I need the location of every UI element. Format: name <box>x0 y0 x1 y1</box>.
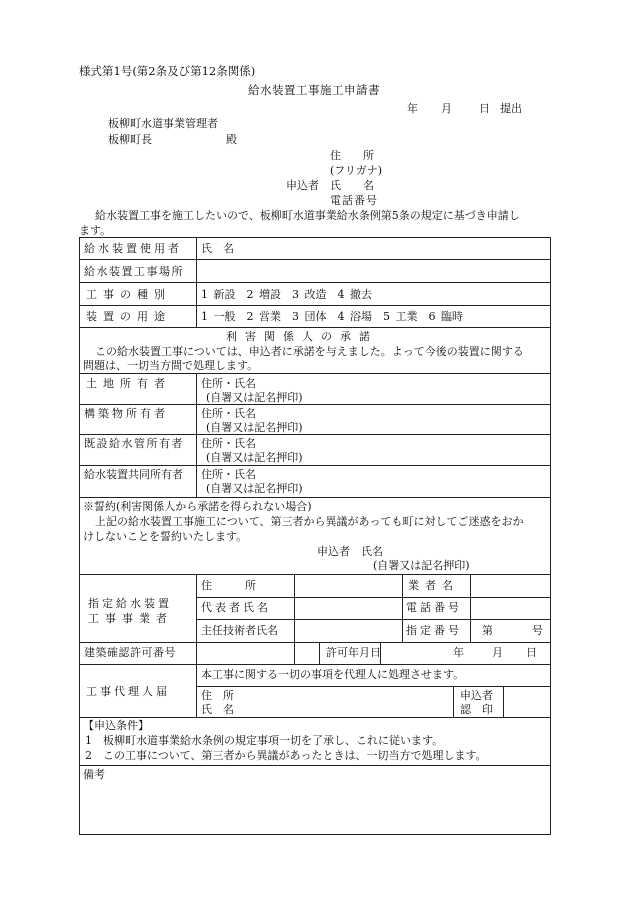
land-owner-label: 土地所有者 <box>86 377 171 390</box>
contractor-label-line1: 指定給水装置 <box>88 597 172 610</box>
agent-name-label: 氏 名 <box>201 703 234 716</box>
device-use-label: 装置の用途 <box>86 310 171 323</box>
work-kind-label: 工事の種別 <box>86 288 171 301</box>
existing-pipe-owner-note: (自署又は記名押印) <box>206 451 303 464</box>
building-permit-label: 建築確認許可番号 <box>84 646 176 659</box>
request-text-line1: 給水装置工事を施工したいので、板柳町水道事業給水条例第5条の規定に基づき申請し <box>95 209 520 222</box>
date-day[interactable]: 日 <box>479 102 490 115</box>
permit-month[interactable]: 月 <box>492 646 503 659</box>
conditions-item-2: 2 この工事について、第三者から異議があったときは、一切当方で処理します。 <box>85 749 487 762</box>
date-month[interactable]: 月 <box>441 102 452 115</box>
addressee-honorific: 殿 <box>226 133 237 146</box>
agent-text: 本工事に関する一切の事項を代理人に処理させます。 <box>201 668 465 681</box>
consent-text-line1: この給水装置工事については、申込者に承諾を与えました。よって今後の装置に関する <box>95 345 524 358</box>
work-site-field[interactable] <box>201 264 546 280</box>
permit-day[interactable]: 日 <box>526 646 537 659</box>
permit-year[interactable]: 年 <box>453 646 464 659</box>
water-user-label: 給水装置使用者 <box>84 242 182 255</box>
designation-no-suffix: 号 <box>532 624 543 637</box>
pledge-heading: ※誓約(利害関係人から承諾を得られない場合) <box>83 500 312 513</box>
contractor-phone-label: 電話番号 <box>406 601 462 614</box>
joint-owner-label: 給水装置共同所有者 <box>84 468 183 481</box>
remarks-label: 備考 <box>83 768 105 781</box>
applicant-furigana-label: (フリガナ) <box>330 164 383 177</box>
agent-applicant-line1: 申込者 <box>460 689 493 702</box>
structure-owner-label: 構築物所有者 <box>84 407 168 420</box>
pledge-signature-note: (自署又は記名押印) <box>373 559 470 572</box>
structure-owner-field[interactable]: 住所・氏名 <box>201 407 256 420</box>
form-title: 給水装置工事施工申請書 <box>248 83 380 97</box>
applicant-prefix: 申込者 <box>286 179 319 192</box>
date-submit-label: 提出 <box>500 102 522 115</box>
contractor-address-label: 住 所 <box>201 579 256 592</box>
contractor-engineer-label: 主任技術者氏名 <box>201 624 278 637</box>
date-year[interactable]: 年 <box>407 102 418 115</box>
pledge-text-line2: けしないことを誓約いたします。 <box>83 530 248 543</box>
form-number: 様式第1号(第2条及び第12条関係) <box>79 64 256 78</box>
applicant-phone-label: 電話番号 <box>330 194 378 207</box>
request-text-line2: ます。 <box>79 224 112 237</box>
joint-owner-note: (自署又は記名押印) <box>206 482 303 495</box>
permit-date-label: 許可年月日 <box>326 646 381 659</box>
agent-applicant-line2: 認 印 <box>460 703 493 716</box>
applicant-address-label: 住 所 <box>330 149 374 162</box>
land-owner-note: (自署又は記名押印) <box>206 391 303 404</box>
existing-pipe-owner-label: 既設給水管所有者 <box>84 437 184 450</box>
pledge-text-line1: 上記の給水装置工事施工について、第三者から異議があっても町に対してご迷惑をおか <box>95 515 524 528</box>
contractor-label-line2: 工事事業者 <box>88 612 173 625</box>
consent-heading: 利害関係人の承諾 <box>226 330 378 343</box>
agent-label: 工事代理人届 <box>86 685 170 698</box>
structure-owner-note: (自署又は記名押印) <box>206 421 303 434</box>
contractor-rep-name-label: 代表者氏名 <box>201 601 271 614</box>
conditions-item-1: 1 板柳町水道事業給水条例の規定事項一切を了承し、これに従います。 <box>85 734 444 747</box>
device-use-options[interactable]: 1 一般 2 営業 3 団体 4 浴場 5 工業 6 臨時 <box>201 310 463 323</box>
work-kind-options[interactable]: 1 新設 2 増設 3 改造 4 撤去 <box>201 288 372 301</box>
conditions-heading: 【申込条件】 <box>83 719 149 732</box>
addressee-line1: 板柳町水道事業管理者 <box>108 117 218 130</box>
remarks-field[interactable] <box>84 784 546 830</box>
joint-owner-field[interactable]: 住所・氏名 <box>201 468 256 481</box>
existing-pipe-owner-field[interactable]: 住所・氏名 <box>201 437 256 450</box>
agent-address-label: 住 所 <box>201 689 234 702</box>
applicant-name-label: 氏 名 <box>330 179 374 192</box>
water-user-name-field[interactable]: 氏 名 <box>201 242 234 255</box>
contractor-business-name-label: 業者名 <box>408 579 459 592</box>
consent-text-line2: 問題は、一切当方間で処理します。 <box>83 359 259 372</box>
work-site-label: 給水装置工事場所 <box>84 265 184 278</box>
addressee-line2: 板柳町長 <box>108 133 152 146</box>
contractor-designation-label: 指定番号 <box>406 624 462 637</box>
designation-no-prefix: 第 <box>482 624 493 637</box>
land-owner-field[interactable]: 住所・氏名 <box>201 377 256 390</box>
agent-seal-box[interactable] <box>505 688 549 715</box>
pledge-applicant-name[interactable]: 申込者 氏名 <box>317 545 383 558</box>
